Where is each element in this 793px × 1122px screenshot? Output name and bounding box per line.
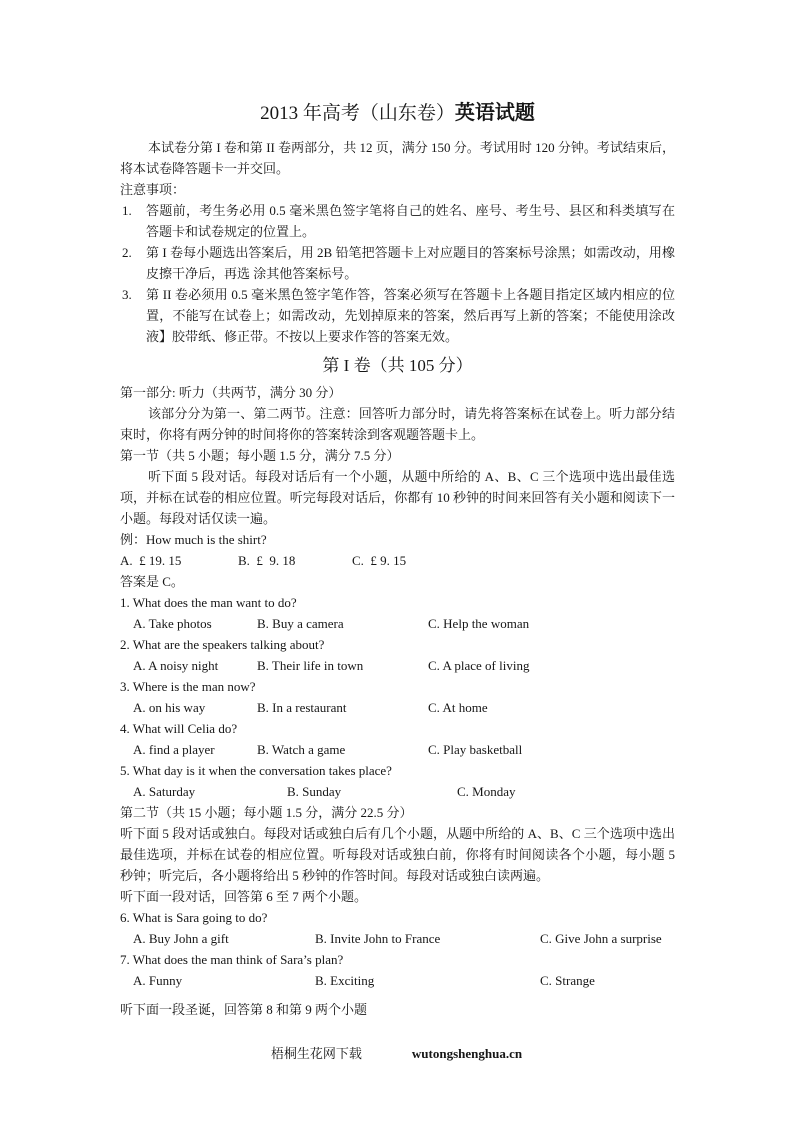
example-answer: 答案是 C。 (120, 574, 184, 589)
page-footer (0, 1043, 793, 1064)
example-prompt: 例：How much is the shirt? (120, 532, 267, 547)
question-1-options (120, 613, 675, 634)
question-7-text: 7. What does the man think of Sara’s plan? (120, 952, 344, 967)
question-4-options (120, 739, 675, 760)
title-prefix: 2013 年高考（山东卷） (260, 103, 455, 124)
question-6-option-b: B. Invite John to France (315, 931, 441, 946)
question-2-option-a: A. A noisy night (133, 658, 219, 673)
question-3-option-b: B. In a restaurant (257, 700, 347, 715)
question-4-option-b: B. Watch a game (257, 742, 346, 757)
question-1-option-a: A. Take photos (133, 616, 212, 631)
question-6-option-a: A. Buy John a gift (133, 931, 229, 946)
exam-intro-paragraph: 本试卷分第 I 卷和第 II 卷两部分，共 12 页，满分 150 分。考试用时 120 分钟。考试结束后，将本试卷降答题卡一并交回。 (120, 140, 675, 176)
question-5-option-a: A. Saturday (133, 784, 196, 799)
example-option-c: C. £ 9. 15 (352, 553, 407, 568)
section1-instructions: 听下面 5 段对话。每段对话后有一个小题，从题中所给的 A、B、C 三个选项中选出最佳选项，并标在试卷的相应位置。听完每段对话后，你都有 10 秒钟的时间来回答有关小题和阅读下一小题。每段对话仅读一遍。 (120, 469, 675, 526)
volume1-heading: 第 I 卷（共 105 分） (322, 356, 473, 375)
question-2-option-c: C. A place of living (428, 658, 530, 673)
question-5-text: 5. What day is it when the conversation takes place? (120, 763, 392, 778)
question-7-option-a: A. Funny (133, 973, 183, 988)
question-1-option-b: B. Buy a camera (257, 616, 344, 631)
example-option-b: B. £ 9. 18 (238, 553, 296, 568)
question-4-option-c: C. Play basketball (428, 742, 523, 757)
title-emphasis: 英语试题 (454, 102, 535, 124)
question-7-options (120, 970, 675, 991)
example-option-a: A. £ 19. 15 (120, 553, 182, 568)
question-4-text: 4. What will Celia do? (120, 721, 238, 736)
section2-instructions: 听下面 5 段对话或独白。每段对话或独白后有几个小题，从题中所给的 A、B、C 三个选项中选出最佳选项，并标在试卷的相应位置。听每段对话或独白前，你将有时间阅读各个小题，每小题 5 秒钟；听完后，各小题将给出 5 秒钟的作答时间。每段对话或独白读两遍。 (120, 826, 675, 883)
question-7-option-c: C. Strange (540, 973, 595, 988)
question-1-option-c: C. Help the woman (428, 616, 530, 631)
section2-heading: 第二节（共 15 小题；每小题 1.5 分，满分 22.5 分） (120, 805, 413, 820)
question-2-option-b: B. Their life in town (257, 658, 364, 673)
notice-item-1-number: 1. (122, 203, 132, 218)
part1-heading: 第一部分: 听力（共两节，满分 30 分） (120, 385, 342, 400)
notice-item-1 (120, 200, 675, 242)
notice-item-3 (120, 284, 675, 347)
notice-item-1-text: 答题前，考生务必用 0.5 毫米黑色签字笔将自己的姓名、座号、考生号、县区和科类填写在答题卡和试卷规定的位置上。 (146, 203, 675, 239)
notice-item-2 (120, 242, 675, 284)
notice-item-2-number: 2. (122, 245, 132, 260)
section1-heading: 第一节（共 5 小题；每小题 1.5 分，满分 7.5 分） (120, 448, 400, 463)
question-5-options (120, 781, 675, 802)
question-6-text: 6. What is Sara going to do? (120, 910, 268, 925)
footer-site-url: wutongshenghua.cn (411, 1046, 523, 1061)
question-7-option-b: B. Exciting (315, 973, 375, 988)
notice-heading: 注意事项： (120, 182, 186, 197)
notice-item-3-text: 第 II 卷必须用 0.5 毫米黑色签字笔作答，答案必须写在答题卡上各题目指定区域内相应的位置，不能写在试卷上；如需改动，先划掉原来的答案，然后再写上新的答案；不能使用涂改液】胶带纸、修正带。不按以上要求作答的答案无效。 (146, 287, 675, 344)
part1-intro: 该部分分为第一、第二两节。注意：回答听力部分时，请先将答案标在试卷上。听力部分结束时，你将有两分钟的时间将你的答案转涂到客观题答题卡上。 (120, 406, 675, 442)
example-options (120, 550, 675, 571)
question-3-option-a: A. on his way (133, 700, 206, 715)
question-3-text: 3. Where is the man now? (120, 679, 256, 694)
question-2-options (120, 655, 675, 676)
page-title (120, 98, 675, 129)
question-5-option-b: B. Sunday (287, 784, 342, 799)
notice-item-3-number: 3. (122, 287, 132, 302)
footer-site-name: 梧桐生花网下载 (270, 1046, 362, 1061)
question-4-option-a: A. find a player (133, 742, 215, 757)
question-6-options (120, 928, 675, 949)
question-3-options (120, 697, 675, 718)
dialog-6-7-note: 听下面一段对话，回答第 6 至 7 两个小题。 (120, 889, 368, 904)
question-5-option-c: C. Monday (457, 784, 516, 799)
question-1-text: 1. What does the man want to do? (120, 595, 297, 610)
question-6-option-c: C. Give John a surprise (540, 931, 662, 946)
question-3-option-c: C. At home (428, 700, 488, 715)
notice-item-2-text: 第 I 卷每小题选出答案后，用 2B 铅笔把答题卡上对应题目的答案标号涂黑；如需改动，用橡皮擦干净后，再选 涂其他答案标号。 (146, 245, 675, 281)
dialog-8-9-note: 听下面一段圣诞，回答第 8 和第 9 两个小题 (120, 1002, 368, 1017)
question-2-text: 2. What are the speakers talking about? (120, 637, 325, 652)
